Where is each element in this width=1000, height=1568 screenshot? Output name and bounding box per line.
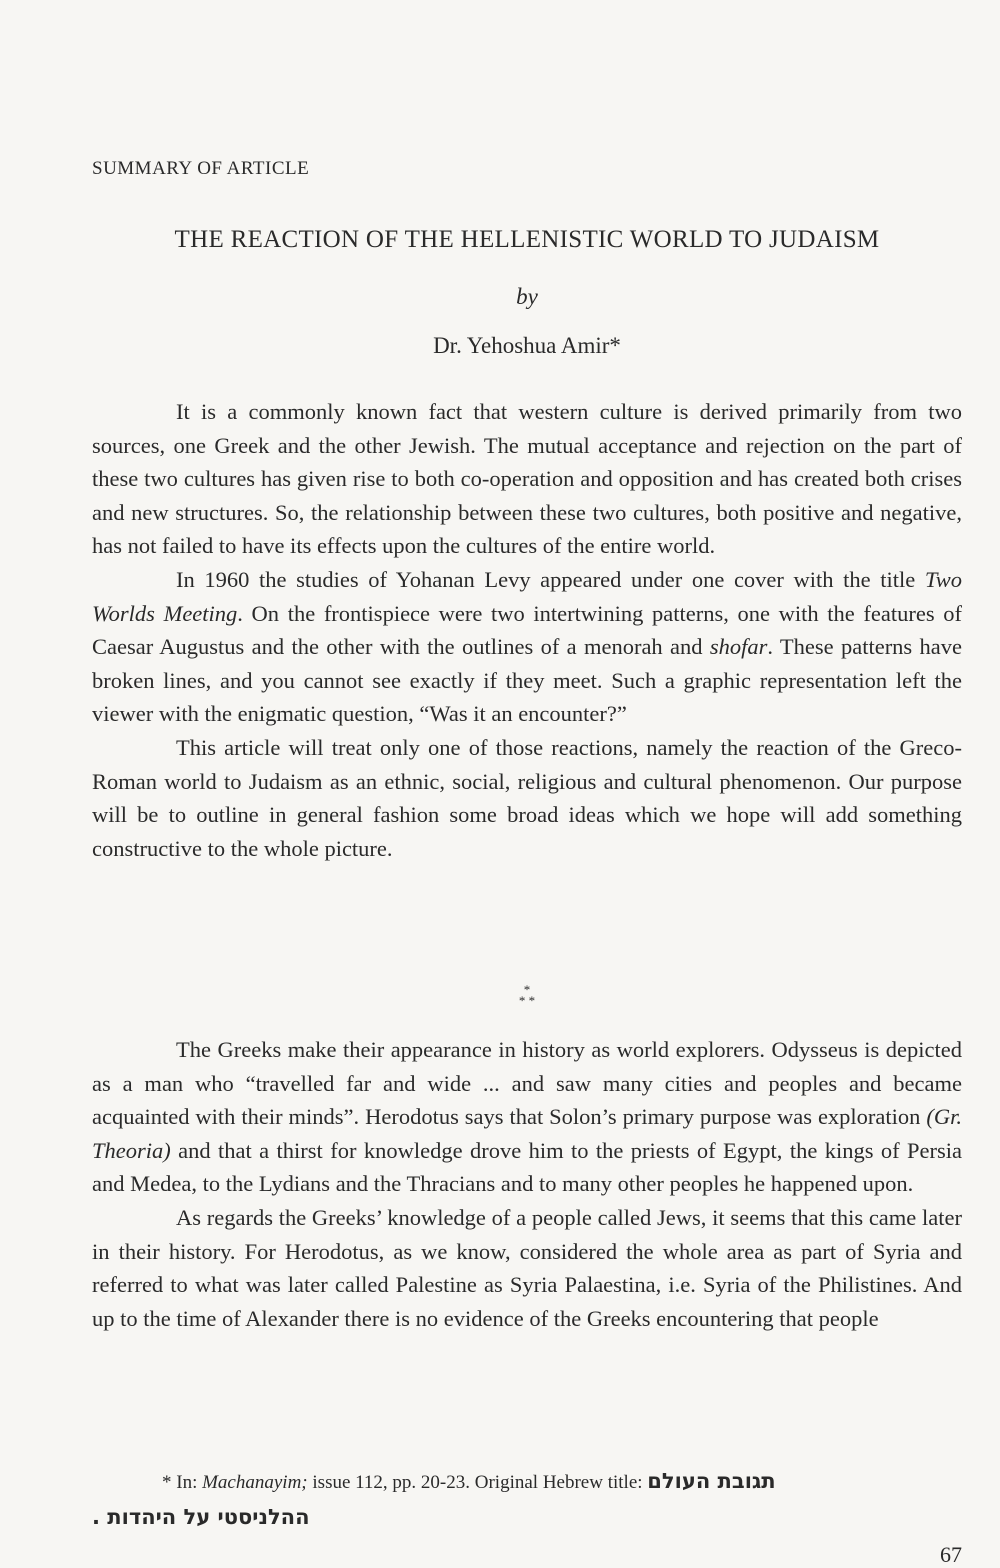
footnote (92, 1464, 962, 1536)
page-number: 67 (940, 1542, 962, 1567)
book-title: Two Worlds Meeting (92, 566, 962, 626)
article-title: THE REACTION OF THE HELLENISTIC WORLD TO JUDAISM (174, 226, 880, 253)
section-separator: * * * (518, 982, 536, 1008)
term-shofar: shofar (709, 634, 768, 660)
footnote-source: Machanayim; (202, 1472, 308, 1493)
hebrew-title-part2: ההלניסטי על היהדות . (92, 1505, 310, 1529)
hebrew-title-part1: תגובת העולם (647, 1469, 776, 1493)
document-page (92, 0, 962, 1567)
paragraph: As regards the Greeks’ knowledge of a people called Jews, it seems that this came later in their history. For Herodotus, as we know, considered the whole area as part of Syria and referred to what was later called Palestine as Syria Palaestina, i.e. Syria of the Philistines. And up to the time of Alexander there is no evidence of the Greeks encountering that people (92, 1204, 962, 1331)
body-block-intro (92, 395, 962, 865)
paragraph: This article will treat only one of those reactions, namely the reaction of the Greco-Roman world to Judaism as an ethnic, social, religious and cultural phenomenon. Our purpose will be to outline in general fashion some broad ideas which we hope will add something constructive to the whole picture. (92, 734, 962, 861)
paragraph: In 1960 the studies of Yohanan Levy appeared under one cover with the title Two Worlds Meeting. On the frontispiece were two intertwining patterns, one with the features of Caesar Augustus and the other with the outlines of a menorah and shofar. These patterns have broken lines, and you cannot see exactly if they meet. Such a graphic representation left the viewer with the enigmatic question, “Was it an encounter?” (92, 566, 962, 727)
footnote-line: * In: Machanayim; issue 112, pp. 20-23. Original Hebrew title: תגובת העולם (162, 1469, 776, 1493)
author-name: Dr. Yehoshua Amir* (433, 333, 621, 358)
footnote-line (92, 1500, 962, 1536)
body-block-main (92, 1033, 962, 1335)
byline-by: by (516, 284, 538, 309)
paragraph: It is a commonly known fact that western culture is derived primarily from two sources, one Greek and the other Jewish. The mutual acceptance and rejection on the part of these two cultures has given rise to both co-operation and opposition and has created both crises and new structures. So, the relationship between these two cultures, both positive and negative, has not failed to have its effects upon the cultures of the entire world. (92, 399, 962, 559)
section-label: SUMMARY OF ARTICLE (92, 158, 310, 179)
paragraph: The Greeks make their appearance in history as world explorers. Odysseus is depicted as a man who “travelled far and wide ... and saw many cities and peoples and became acquainted with their minds”. Herodotus says that Solon’s primary purpose was exploration (Gr. Theoria) and that a thirst for knowledge drove him to the priests of Egypt, the kings of Persia and Medea, to the Lydians and the Thracians and to many other peoples he happened upon. (92, 1037, 962, 1197)
term-theoria: (Gr. Theoria) (92, 1104, 962, 1163)
